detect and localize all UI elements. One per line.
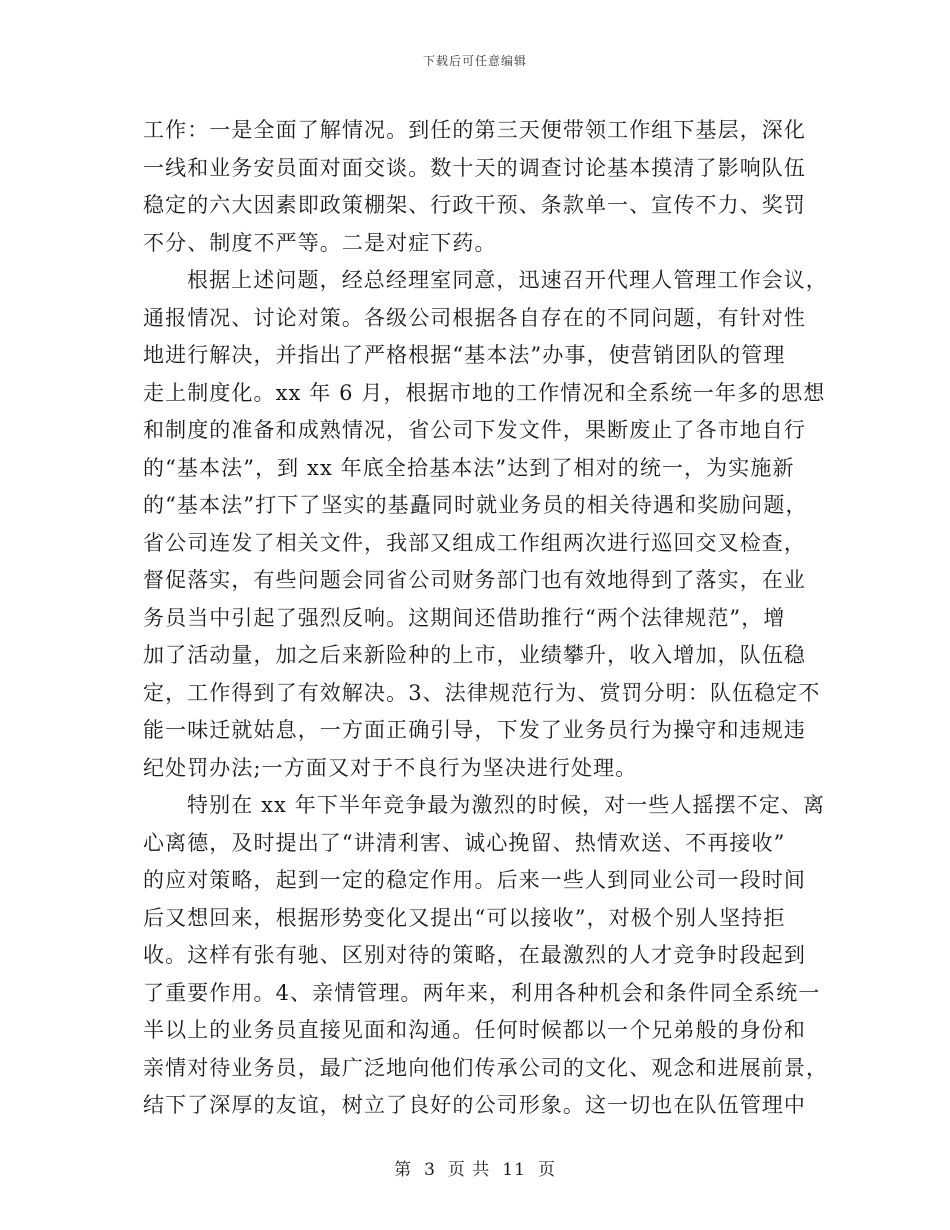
text-line: 收。这样有张有驰、区别对待的策略，在最激烈的人才竞争时段起到 — [143, 943, 806, 967]
text-line: 纪处罚办法;一方面又对于不良行为坚决进行处理。 — [143, 755, 638, 780]
page-footer — [0, 1155, 950, 1180]
text-line: 半以上的业务员直接见面和沟通。任何时候都以一个兄弟般的身份和 — [143, 1018, 806, 1042]
text-line: 了重要作用。4、亲情管理。两年来，利用各种机会和条件同全系统一 — [143, 980, 821, 1005]
text-line: 地进行解决，并指出了严格根据“基本法”办事，使营销团队的管理 — [143, 343, 786, 367]
text-line: 的应对策略，起到一定的稳定作用。后来一些人到同业公司一段时间 — [143, 868, 806, 892]
text-line: 不分、制度不严等。二是对症下药。 — [143, 230, 497, 255]
text-line: 一线和业务安员面对面交谈。数十天的调查讨论基本摸清了影响队伍 — [143, 155, 806, 180]
text-line: 能一味迁就姑息，一方面正确引导，下发了业务员行为操守和违规违 — [143, 718, 806, 742]
page-header: 下载后可任意编辑 — [422, 54, 527, 68]
text-line: 工作：一是全面了解情况。到任的第三天便带领工作组下基层，深化 — [143, 118, 806, 142]
text-line: 加了活动量，加之后来新险种的上市，业绩攀升，收入增加，队伍稳 — [143, 643, 806, 667]
paragraph-1 — [143, 112, 807, 262]
text-line: 通报情况、讨论对策。各级公司根据各自存在的不同问题，有针对性 — [143, 305, 806, 330]
text-line: 的“基本法”，到 xx 年底全拾基本法”达到了相对的统一，为实施新 — [143, 455, 795, 480]
text-line: 定，工作得到了有效解决。3、法律规范行为、赏罚分明：队伍稳定不 — [143, 680, 821, 705]
footer-suffix: 页 — [537, 1160, 556, 1180]
page-number: 3 — [424, 1160, 436, 1180]
paragraph-2 — [143, 262, 828, 787]
document-body — [143, 112, 829, 1125]
text-line: 的“基本法”打下了坚实的基矗同时就业务员的相关待遇和奖励问题， — [143, 493, 808, 517]
text-line: 结下了深厚的友谊，树立了良好的公司形象。这一切也在队伍管理中 — [143, 1093, 806, 1117]
text-line: 走上制度化。xx 年 6 月，根据市地的工作情况和全系统一年多的思想 — [143, 380, 826, 405]
text-line: 务员当中引起了强烈反响。这期间还借助推行“两个法律规范”，增 — [143, 605, 786, 630]
text-line: 根据上述问题，经总经理室同意，迅速召开代理人管理工作会议， — [187, 268, 828, 292]
page-total: 11 — [502, 1160, 526, 1180]
text-line: 特别在 xx 年下半年竞争最为激烈的时候，对一些人摇摆不定、离 — [187, 793, 826, 817]
text-line: 稳定的六大因素即政策棚架、行政干预、条款单一、宣传不力、奖罚 — [143, 193, 806, 217]
text-line: 和制度的准备和成熟情况，省公司下发文件，果断废止了各市地自行 — [143, 418, 806, 442]
footer-middle: 页 共 — [447, 1160, 491, 1180]
text-line: 省公司连发了相关文件，我部又组成工作组两次进行巡回交叉检查， — [143, 530, 806, 555]
text-line: 后又想回来，根据形势变化又提出“可以接收”，对极个别人坚持拒 — [143, 905, 786, 930]
text-line: 督促落实，有些问题会同省公司财务部门也有效地得到了落实，在业 — [143, 568, 806, 592]
text-line: 心离德，及时提出了“讲清利害、诚心挽留、热情欢送、不再接收” — [143, 830, 786, 855]
text-line: 亲情对待业务员，最广泛地向他们传承公司的文化、观念和进展前景， — [143, 1055, 829, 1080]
paragraph-3 — [143, 787, 829, 1125]
footer-prefix: 第 — [394, 1160, 413, 1180]
